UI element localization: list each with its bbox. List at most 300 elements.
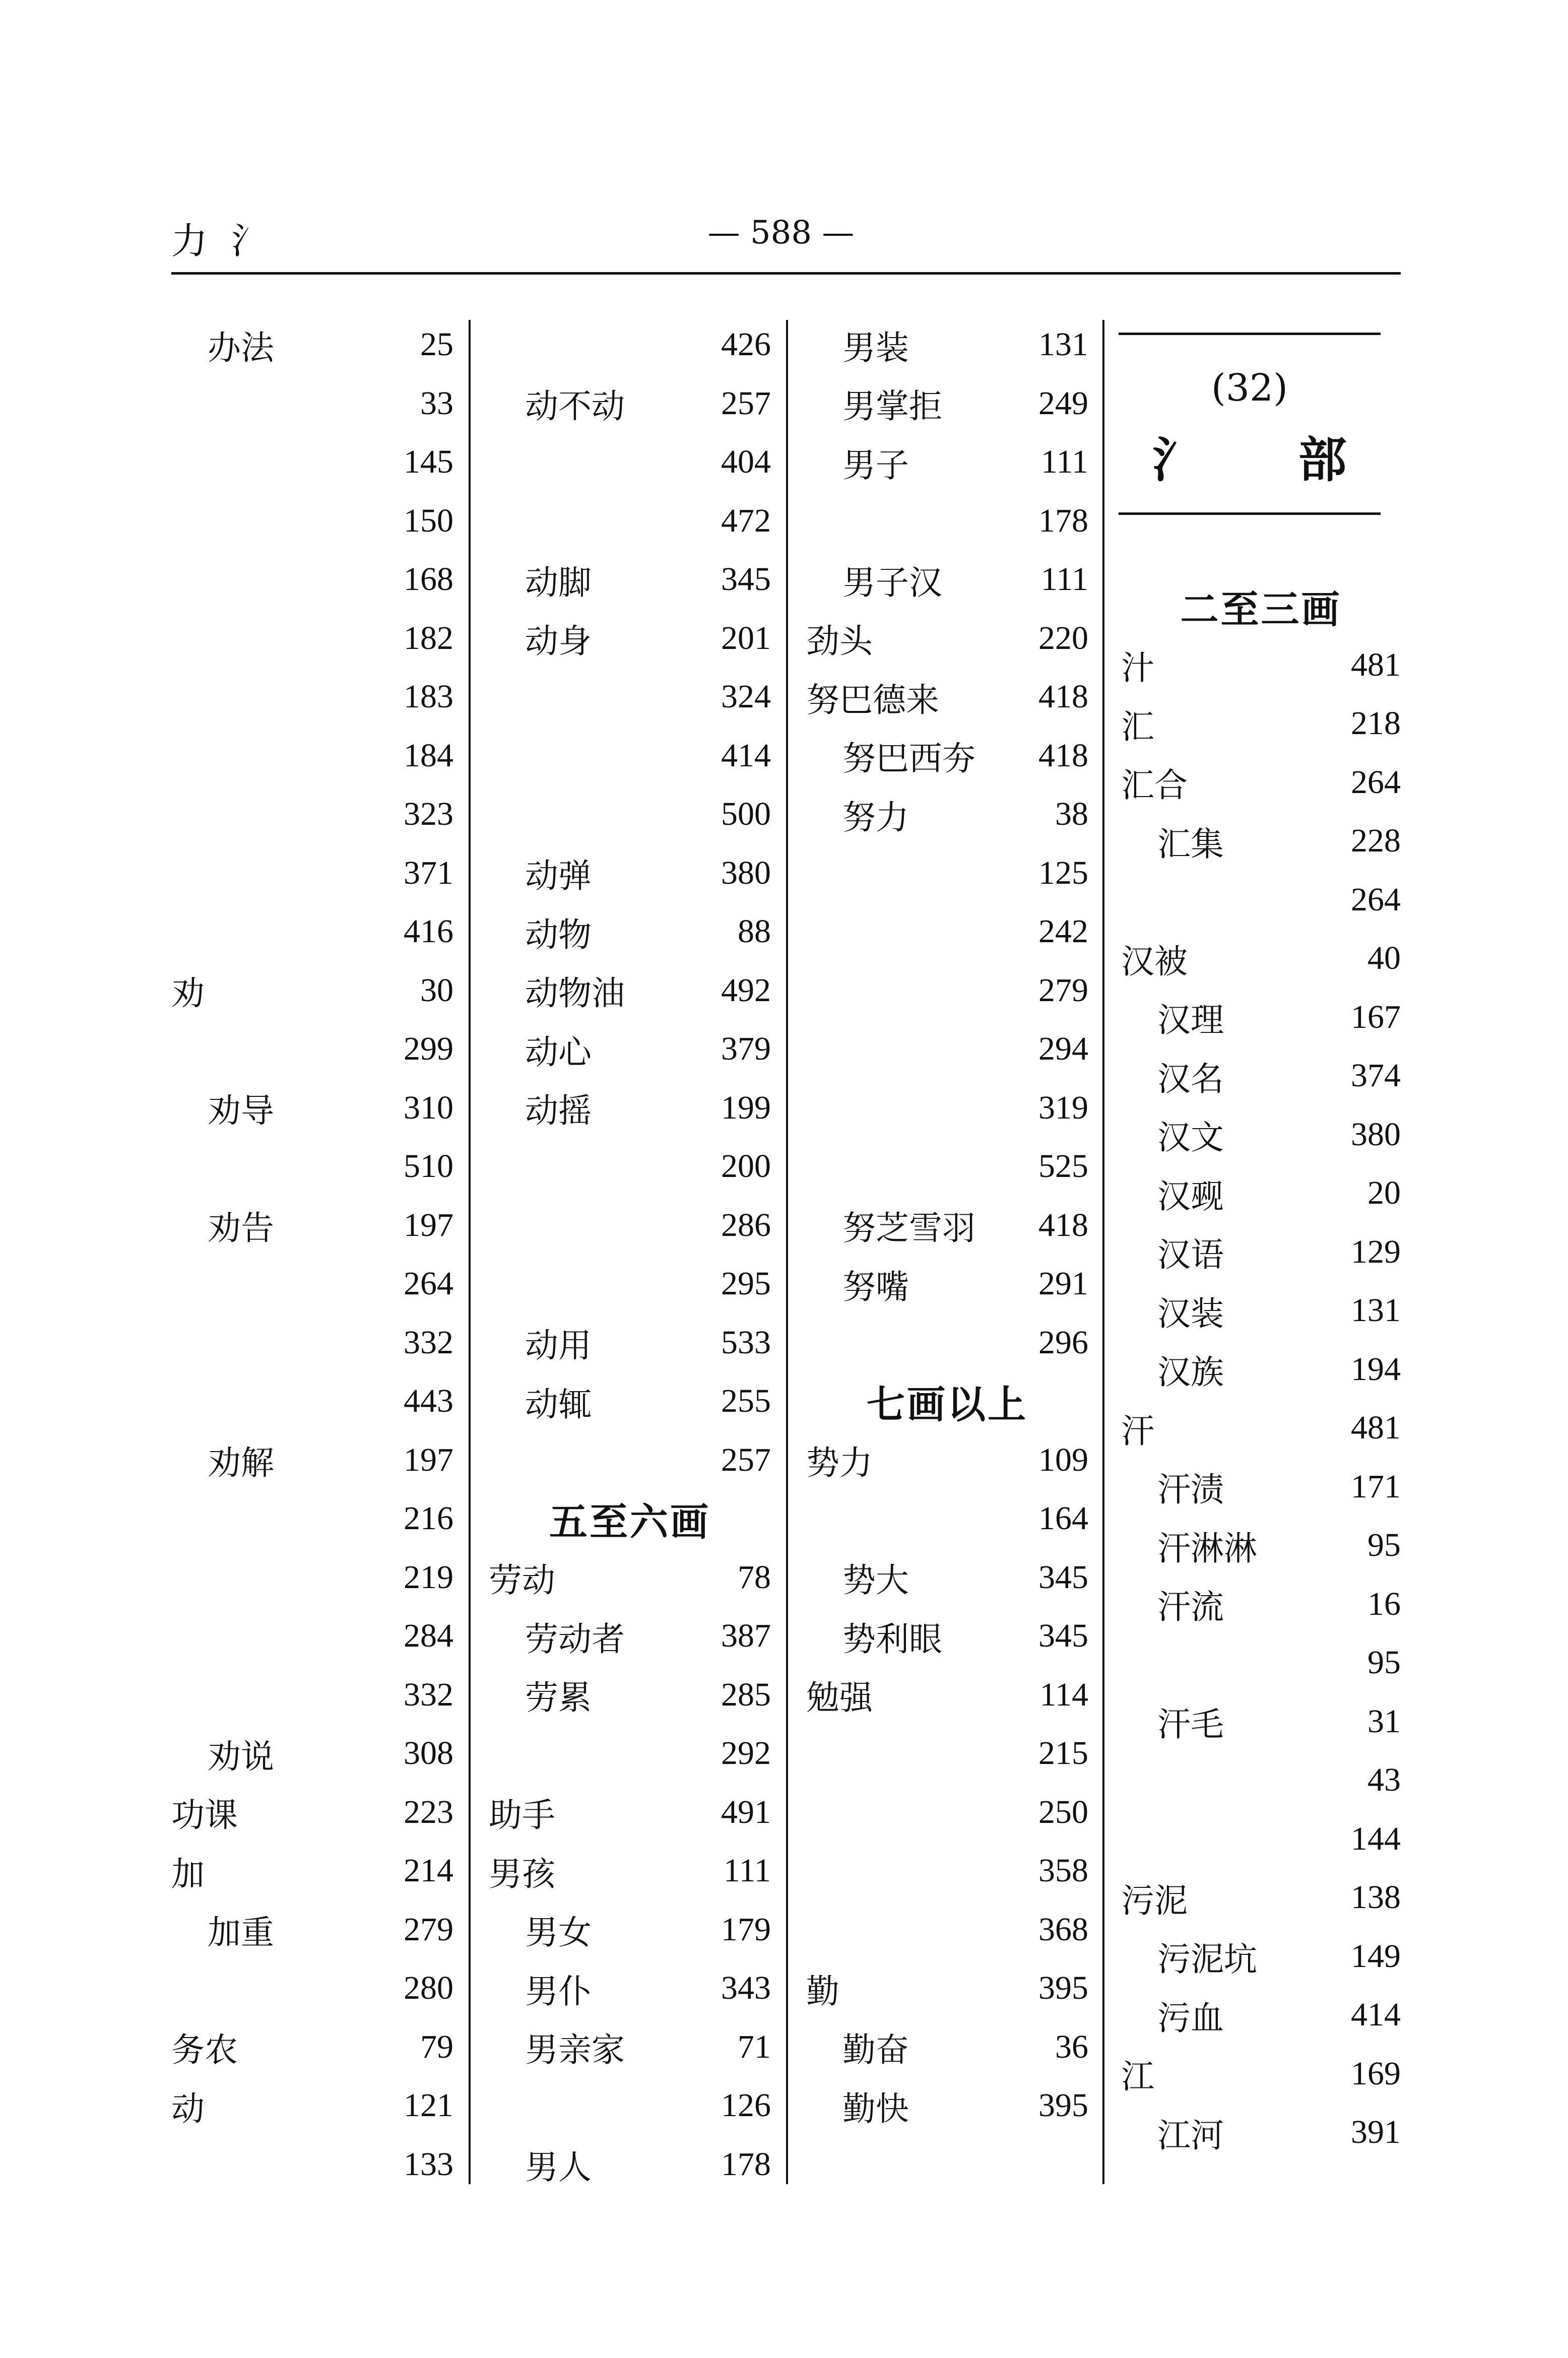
index-entry <box>806 961 1088 1020</box>
index-column-2 <box>489 315 771 2194</box>
entry-term: 汉装 <box>1157 1294 1224 1333</box>
index-entry <box>806 2076 1088 2135</box>
entry-page-number: 201 <box>721 619 771 657</box>
entry-page-number: 131 <box>1351 1292 1401 1329</box>
entry-page-number: 345 <box>721 561 771 598</box>
section-heading: 七画以上 <box>867 1382 1028 1427</box>
index-entry <box>489 961 771 1020</box>
entry-term: 汉文 <box>1157 1118 1224 1157</box>
entry-term: 努力 <box>842 798 909 837</box>
index-column-4 <box>1121 577 1401 2162</box>
entry-page-number: 199 <box>721 1089 771 1126</box>
index-entry <box>806 1842 1088 1901</box>
index-entry <box>489 1666 771 1725</box>
index-entry <box>1121 988 1401 1047</box>
entry-page-number: 144 <box>1351 1820 1401 1857</box>
entry-page-number: 223 <box>404 1793 453 1830</box>
entry-page-number: 319 <box>1038 1089 1088 1126</box>
index-entry <box>171 961 453 1020</box>
entry-term: 劝说 <box>208 1737 274 1776</box>
entry-page-number: 95 <box>1367 1527 1401 1564</box>
entry-page-number: 168 <box>404 561 453 598</box>
entry-page-number: 40 <box>1367 940 1401 977</box>
entry-page-number: 323 <box>404 796 453 833</box>
index-entry <box>171 668 453 727</box>
entry-term: 汁 <box>1121 648 1154 688</box>
entry-page-number: 533 <box>721 1324 771 1361</box>
entry-page-number: 379 <box>721 1030 771 1068</box>
index-entry <box>489 374 771 433</box>
entry-page-number: 404 <box>721 443 771 481</box>
index-entry <box>489 1783 771 1842</box>
entry-page-number: 308 <box>404 1735 453 1772</box>
entry-page-number: 358 <box>1038 1852 1088 1889</box>
entry-term: 汇集 <box>1157 824 1224 864</box>
index-entry <box>806 844 1088 903</box>
entry-page-number: 414 <box>1351 1996 1401 2034</box>
entry-term: 动物油 <box>525 974 625 1013</box>
index-entry <box>171 1020 453 1079</box>
entry-page-number: 510 <box>404 1148 453 1185</box>
entry-term: 汇 <box>1121 707 1154 746</box>
entry-term: 办法 <box>208 328 274 367</box>
index-entry <box>171 1431 453 1490</box>
entry-page-number: 416 <box>404 913 453 950</box>
entry-page-number: 257 <box>721 1441 771 1478</box>
entry-page-number: 178 <box>721 2145 771 2183</box>
index-entry <box>171 374 453 433</box>
index-column-3 <box>806 315 1088 2135</box>
entry-term: 功课 <box>171 1796 238 1835</box>
index-entry <box>171 315 453 374</box>
index-entry <box>806 1314 1088 1372</box>
entry-page-number: 426 <box>721 326 771 363</box>
entry-term: 劝 <box>171 974 205 1013</box>
entry-page-number: 395 <box>1038 1970 1088 2007</box>
index-entry <box>171 550 453 609</box>
entry-term: 努芝雪羽 <box>842 1209 975 1248</box>
entry-page-number: 167 <box>1351 998 1401 1035</box>
index-entry <box>171 1314 453 1372</box>
entry-term: 污泥 <box>1121 1881 1188 1920</box>
entry-page-number: 79 <box>420 2028 453 2065</box>
index-entry <box>489 1607 771 1666</box>
entry-term: 男装 <box>842 328 909 367</box>
entry-page-number: 299 <box>404 1030 453 1068</box>
index-entry <box>806 902 1088 961</box>
index-entry <box>171 1548 453 1607</box>
entry-page-number: 126 <box>721 2087 771 2124</box>
entry-page-number: 345 <box>1038 1558 1088 1596</box>
entry-term: 男仆 <box>525 1972 592 2011</box>
index-entry <box>489 1431 771 1490</box>
entry-page-number: 374 <box>1351 1057 1401 1094</box>
index-entry <box>1121 1399 1401 1458</box>
entry-page-number: 171 <box>1351 1468 1401 1505</box>
index-entry <box>1121 1164 1401 1223</box>
entry-page-number: 418 <box>1038 678 1088 715</box>
entry-term: 务农 <box>171 2030 238 2070</box>
index-entry <box>489 1137 771 1196</box>
entry-term: 劳累 <box>525 1678 592 1718</box>
entry-page-number: 332 <box>404 1676 453 1713</box>
column-divider-3 <box>1102 320 1104 2184</box>
index-entry <box>806 1548 1088 1607</box>
index-entry <box>489 2135 771 2194</box>
index-entry <box>1121 1751 1401 1810</box>
entry-term: 劲头 <box>806 622 873 661</box>
entry-page-number: 218 <box>1351 705 1401 742</box>
index-entry <box>806 1020 1088 1079</box>
entry-page-number: 169 <box>1351 2055 1401 2092</box>
index-entry <box>1121 1986 1401 2045</box>
entry-page-number: 16 <box>1367 1585 1401 1622</box>
header-rule <box>171 272 1401 275</box>
radical-heading-block <box>1108 333 1391 515</box>
entry-page-number: 395 <box>1038 2087 1088 2124</box>
index-entry <box>171 1489 453 1548</box>
entry-page-number: 481 <box>1351 646 1401 683</box>
entry-page-number: 391 <box>1351 2114 1401 2151</box>
index-entry <box>1121 1281 1401 1340</box>
entry-term: 势利眼 <box>842 1619 942 1659</box>
entry-term: 劳动者 <box>525 1619 625 1659</box>
entry-page-number: 164 <box>1038 1500 1088 1537</box>
entry-term: 汉觋 <box>1157 1176 1224 1216</box>
entry-page-number: 183 <box>404 678 453 715</box>
entry-page-number: 150 <box>404 502 453 539</box>
entry-page-number: 71 <box>738 2028 771 2065</box>
entry-term: 勤快 <box>842 2089 909 2128</box>
index-entry <box>806 315 1088 374</box>
index-entry <box>806 1255 1088 1314</box>
entry-term: 污血 <box>1157 1998 1224 2038</box>
index-entry <box>489 727 771 785</box>
index-entry <box>489 844 771 903</box>
entry-term: 男女 <box>525 1913 592 1952</box>
index-entry <box>489 902 771 961</box>
index-entry <box>806 609 1088 668</box>
entry-page-number: 264 <box>1351 881 1401 918</box>
index-entry <box>806 1137 1088 1196</box>
entry-page-number: 285 <box>721 1676 771 1713</box>
radical-name: 氵 部 <box>1152 431 1387 488</box>
page-number: — 588 — <box>707 214 855 251</box>
entry-term: 汗毛 <box>1157 1705 1224 1744</box>
section-heading: 五至六画 <box>549 1499 710 1544</box>
entry-page-number: 111 <box>1040 443 1088 481</box>
index-entry <box>806 1079 1088 1138</box>
index-entry <box>1121 694 1401 753</box>
radical-number: (32) <box>1211 366 1288 410</box>
index-entry <box>489 550 771 609</box>
entry-page-number: 43 <box>1367 1761 1401 1799</box>
index-entry <box>1121 1458 1401 1517</box>
entry-page-number: 95 <box>1367 1644 1401 1681</box>
index-entry <box>171 1255 453 1314</box>
index-entry <box>171 1959 453 2018</box>
entry-page-number: 264 <box>1351 763 1401 801</box>
entry-page-number: 242 <box>1038 913 1088 950</box>
index-entry <box>806 1666 1088 1725</box>
entry-page-number: 368 <box>1038 1911 1088 1948</box>
index-entry <box>806 1959 1088 2018</box>
entry-page-number: 296 <box>1038 1324 1088 1361</box>
entry-term: 汇合 <box>1121 766 1188 805</box>
index-entry <box>806 727 1088 785</box>
entry-page-number: 78 <box>738 1558 771 1596</box>
entry-page-number: 250 <box>1038 1793 1088 1830</box>
index-entry <box>171 609 453 668</box>
entry-page-number: 109 <box>1038 1441 1088 1478</box>
index-entry <box>806 2018 1088 2077</box>
entry-page-number: 525 <box>1038 1148 1088 1185</box>
entry-term: 动脚 <box>525 563 592 602</box>
index-entry <box>171 492 453 551</box>
entry-page-number: 88 <box>738 913 771 950</box>
entry-term: 势大 <box>842 1561 909 1600</box>
entry-page-number: 38 <box>1055 796 1088 833</box>
entry-term: 劝解 <box>208 1444 274 1483</box>
index-entry <box>806 1901 1088 1959</box>
index-entry <box>171 433 453 492</box>
index-entry <box>1121 2045 1401 2104</box>
entry-page-number: 36 <box>1055 2028 1088 2065</box>
entry-page-number: 149 <box>1351 1937 1401 1975</box>
entry-page-number: 194 <box>1351 1350 1401 1388</box>
entry-page-number: 492 <box>721 971 771 1009</box>
entry-page-number: 279 <box>404 1911 453 1948</box>
entry-page-number: 257 <box>721 384 771 422</box>
entry-page-number: 345 <box>1038 1617 1088 1655</box>
index-entry <box>171 1137 453 1196</box>
entry-term: 动用 <box>525 1326 592 1365</box>
index-entry <box>1121 1516 1401 1575</box>
entry-page-number: 179 <box>721 1911 771 1948</box>
entry-page-number: 219 <box>404 1558 453 1596</box>
index-entry <box>171 2135 453 2194</box>
index-entry <box>1121 1633 1401 1692</box>
index-entry <box>1121 1868 1401 1927</box>
entry-page-number: 332 <box>404 1324 453 1361</box>
index-entry <box>171 1666 453 1725</box>
index-entry <box>489 1020 771 1079</box>
index-entry <box>489 785 771 844</box>
entry-page-number: 286 <box>721 1206 771 1243</box>
entry-page-number: 418 <box>1038 1206 1088 1243</box>
header-radicals: 力 氵 <box>171 220 274 262</box>
index-entry <box>489 2018 771 2077</box>
index-entry <box>171 727 453 785</box>
index-entry <box>489 1314 771 1372</box>
entry-page-number: 184 <box>404 737 453 774</box>
entry-page-number: 145 <box>404 443 453 481</box>
index-entry <box>489 668 771 727</box>
index-entry <box>489 1079 771 1138</box>
index-entry <box>1121 753 1401 812</box>
entry-page-number: 228 <box>1351 822 1401 860</box>
entry-page-number: 343 <box>721 1970 771 2007</box>
entry-page-number: 30 <box>420 971 453 1009</box>
entry-term: 动辄 <box>525 1385 592 1424</box>
entry-page-number: 280 <box>404 1970 453 2007</box>
entry-page-number: 418 <box>1038 737 1088 774</box>
index-entry <box>489 1724 771 1783</box>
entry-term: 汉理 <box>1157 1001 1224 1040</box>
entry-page-number: 371 <box>404 854 453 891</box>
index-entry <box>806 1783 1088 1842</box>
entry-term: 男孩 <box>489 1854 555 1893</box>
entry-term: 污泥坑 <box>1157 1940 1257 1979</box>
entry-page-number: 255 <box>721 1383 771 1420</box>
index-entry <box>1121 929 1401 988</box>
entry-term: 加重 <box>208 1913 274 1952</box>
index-entry <box>171 1079 453 1138</box>
entry-page-number: 125 <box>1038 854 1088 891</box>
index-entry <box>806 433 1088 492</box>
entry-term: 动身 <box>525 622 592 661</box>
entry-page-number: 380 <box>721 854 771 891</box>
radical-bottom-rule <box>1119 512 1381 515</box>
entry-page-number: 472 <box>721 502 771 539</box>
index-entry <box>171 902 453 961</box>
index-entry <box>489 1196 771 1255</box>
entry-term: 汗 <box>1121 1411 1154 1451</box>
entry-page-number: 414 <box>721 737 771 774</box>
entry-page-number: 197 <box>404 1441 453 1478</box>
entry-term: 动摇 <box>525 1091 592 1131</box>
index-entry <box>489 1372 771 1431</box>
index-entry <box>1121 1105 1401 1164</box>
index-entry <box>1121 1223 1401 1282</box>
entry-page-number: 249 <box>1038 384 1088 422</box>
index-entry <box>1121 1692 1401 1751</box>
entry-term: 劳动 <box>489 1561 555 1600</box>
entry-term: 汗流 <box>1157 1588 1224 1627</box>
entry-page-number: 481 <box>1351 1409 1401 1447</box>
entry-page-number: 220 <box>1038 619 1088 657</box>
index-entry <box>1121 1810 1401 1869</box>
index-entry <box>489 433 771 492</box>
index-entry <box>171 2076 453 2135</box>
entry-page-number: 131 <box>1038 326 1088 363</box>
entry-term: 勤 <box>806 1972 839 2011</box>
entry-page-number: 133 <box>404 2145 453 2183</box>
index-entry <box>489 609 771 668</box>
entry-page-number: 138 <box>1351 1879 1401 1916</box>
entry-term: 劝导 <box>208 1091 274 1131</box>
index-entry <box>489 315 771 374</box>
index-entry <box>171 844 453 903</box>
entry-page-number: 197 <box>404 1206 453 1243</box>
entry-page-number: 294 <box>1038 1030 1088 1068</box>
entry-page-number: 324 <box>721 678 771 715</box>
index-entry <box>806 1431 1088 1490</box>
entry-page-number: 310 <box>404 1089 453 1126</box>
index-entry <box>171 785 453 844</box>
entry-term: 汉名 <box>1157 1059 1224 1098</box>
index-entry <box>489 1959 771 2018</box>
entry-term: 勉强 <box>806 1678 873 1718</box>
entry-term: 男亲家 <box>525 2030 625 2070</box>
entry-term: 动不动 <box>525 387 625 426</box>
entry-page-number: 20 <box>1367 1174 1401 1212</box>
entry-page-number: 387 <box>721 1617 771 1655</box>
entry-term: 努巴德来 <box>806 680 939 719</box>
entry-term: 汗渍 <box>1157 1470 1224 1510</box>
entry-term: 势力 <box>806 1444 873 1483</box>
entry-page-number: 121 <box>404 2087 453 2124</box>
index-column-1 <box>171 315 453 2194</box>
index-entry <box>806 1196 1088 1255</box>
index-entry <box>171 1607 453 1666</box>
entry-page-number: 284 <box>404 1617 453 1655</box>
index-entry <box>171 2018 453 2077</box>
entry-term: 男子汉 <box>842 563 942 602</box>
entry-page-number: 25 <box>420 326 453 363</box>
entry-page-number: 111 <box>1040 561 1088 598</box>
entry-page-number: 182 <box>404 619 453 657</box>
entry-term: 汉被 <box>1121 942 1188 981</box>
entry-page-number: 264 <box>404 1265 453 1302</box>
index-entry <box>489 492 771 551</box>
entry-page-number: 292 <box>721 1735 771 1772</box>
index-entry <box>806 668 1088 727</box>
entry-page-number: 279 <box>1038 971 1088 1009</box>
index-entry <box>806 492 1088 551</box>
entry-page-number: 215 <box>1038 1735 1088 1772</box>
entry-page-number: 291 <box>1038 1265 1088 1302</box>
index-entry <box>171 1196 453 1255</box>
entry-page-number: 129 <box>1351 1233 1401 1270</box>
entry-term: 江 <box>1121 2057 1154 2097</box>
entry-term: 动物 <box>525 915 592 954</box>
entry-term: 汉族 <box>1157 1353 1224 1392</box>
entry-page-number: 33 <box>420 384 453 422</box>
entry-page-number: 295 <box>721 1265 771 1302</box>
index-entry <box>171 1783 453 1842</box>
index-entry <box>1121 1340 1401 1399</box>
entry-term: 努嘴 <box>842 1267 909 1306</box>
index-entry <box>171 1842 453 1901</box>
index-entry <box>1121 1575 1401 1634</box>
index-entry <box>1121 636 1401 695</box>
entry-term: 加 <box>171 1854 205 1893</box>
index-entry <box>171 1724 453 1783</box>
entry-term: 努巴西夯 <box>842 739 975 778</box>
entry-page-number: 443 <box>404 1383 453 1420</box>
index-entry <box>489 2076 771 2135</box>
entry-page-number: 31 <box>1367 1702 1401 1740</box>
radical-top-rule <box>1119 333 1381 335</box>
index-entry <box>171 1901 453 1959</box>
index-entry <box>1121 871 1401 930</box>
entry-term: 男人 <box>525 2148 592 2187</box>
section-heading: 二至三画 <box>1180 586 1342 632</box>
entry-term: 动 <box>171 2089 205 2128</box>
index-entry <box>806 1607 1088 1666</box>
index-entry <box>1121 2103 1401 2162</box>
index-entry <box>806 785 1088 844</box>
index-entry <box>806 550 1088 609</box>
index-entry <box>1121 812 1401 871</box>
entry-page-number: 200 <box>721 1148 771 1185</box>
entry-page-number: 111 <box>723 1852 771 1889</box>
index-entry <box>489 1255 771 1314</box>
entry-term: 动弹 <box>525 857 592 896</box>
entry-term: 江河 <box>1157 2116 1224 2155</box>
entry-term: 汗淋淋 <box>1157 1529 1257 1568</box>
